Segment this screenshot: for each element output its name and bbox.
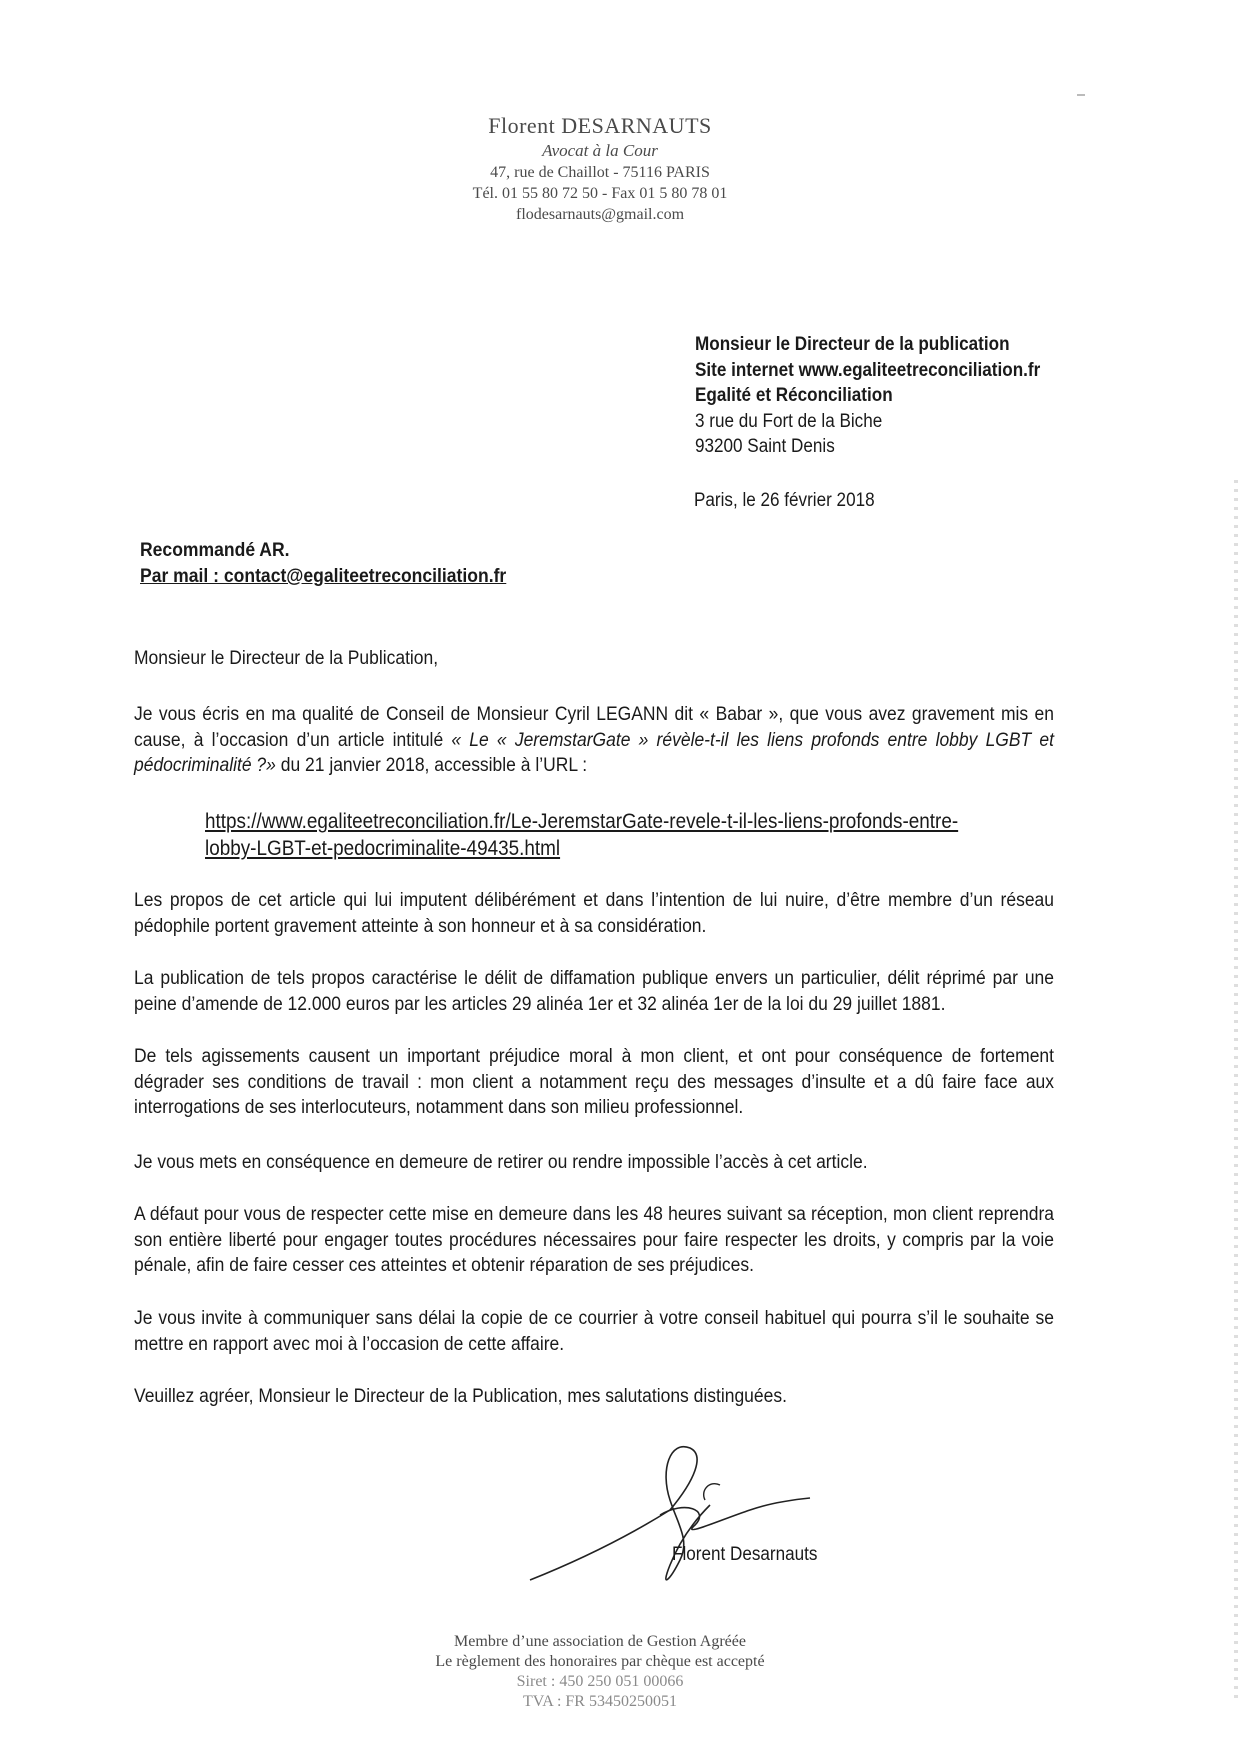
recipient-block (695, 332, 1163, 460)
recipient-line-2: Site internet www.egaliteetreconciliation.fr (695, 359, 1041, 381)
sender-address: 47, rue de Chaillot - 75116 PARIS (490, 164, 710, 181)
letter-date: Paris, le 26 février 2018 (694, 490, 875, 511)
paragraph-2: Les propos de cet article qui lui imputent délibérément et dans l’intention de lui nuire, d’être membre d’un réseau pédophile portent gravement atteinte à son honneur et à sa considération. (134, 890, 1054, 937)
footer-payment: Le règlement des honoraires par chèque est accepté (435, 1653, 765, 1670)
article-title: « Le « JeremstarGate » révèle-t-il les liens profonds entre lobby LGBT et pédocriminalité ?» (134, 729, 1055, 776)
paragraph-3: La publication de tels propos caractérise le délit de diffamation publique envers un particulier, délit réprimé par une peine d’amende de 12.000 euros par les articles 29 alinéa 1er et 32 alinéa 1er de la loi du 29 juillet 1881. (134, 968, 1054, 1015)
signer-name: Florent Desarnauts (672, 1544, 818, 1565)
letterhead (400, 112, 800, 225)
handwritten-signature (520, 1440, 820, 1590)
footer-siret: Siret : 450 250 051 00066 (516, 1673, 684, 1690)
paragraph-1-end: du 21 janvier 2018, accessible à l’URL : (275, 755, 588, 776)
paragraph-6: A défaut pour vous de respecter cette mise en demeure dans les 48 heures suivant sa réception, mon client reprendra son entière liberté pour engager toutes procédures nécessaires pour faire respecter les droits, y compris par la voie pénale, afin de faire cesser ces atteintes et obtenir réparation de ses préjudices. (134, 1204, 1054, 1276)
recipient-city: 93200 Saint Denis (695, 436, 835, 457)
sending-mode (140, 537, 506, 589)
footer-association: Membre d’une association de Gestion Agréée (454, 1633, 746, 1650)
scan-edge-noise (1234, 480, 1238, 1700)
sender-name: Florent DESARNAUTS (488, 113, 712, 138)
recipient-line-3: Egalité et Réconciliation (695, 385, 893, 406)
sender-phone-fax: Tél. 01 55 80 72 50 - Fax 01 5 80 78 01 (472, 185, 728, 202)
article-url[interactable] (205, 808, 1015, 862)
closing-formula: Veuillez agréer, Monsieur le Directeur de la Publication, mes salutations distinguées. (134, 1386, 787, 1407)
paragraph-1-start: Je vous écris en ma qualité de Conseil de Monsieur Cyril LEGANN dit « Babar », que vous avez gravement mis en cause, à l’occasion d’un article intitulé (134, 704, 1054, 751)
paragraph-5: Je vous mets en conséquence en demeure de retirer ou rendre impossible l’accès à cet article. (134, 1152, 868, 1173)
email-sending-label: Par mail : contact@egaliteetreconciliation.fr (140, 565, 507, 587)
recipient-line-1: Monsieur le Directeur de la publication (695, 334, 1010, 355)
sender-email: flodesarnauts@gmail.com (515, 206, 685, 223)
article-url-line-2[interactable]: lobby-LGBT-et-pedocriminalite-49435.html (205, 837, 561, 860)
scan-artifact (1077, 94, 1085, 96)
registered-mail-label: Recommandé AR. (140, 539, 290, 561)
paragraph-7: Je vous invite à communiquer sans délai la copie de ce courrier à votre conseil habituel qui pourra s’il le souhaite se mettre en rapport avec moi à l’occasion de cette affaire. (134, 1308, 1054, 1355)
article-url-line-1[interactable]: https://www.egaliteetreconciliation.fr/Le-JeremstarGate-revele-t-il-les-liens-profonds-entre- (205, 810, 959, 833)
paragraph-4: De tels agissements causent un important préjudice moral à mon client, et ont pour conséquence de fortement dégrader ses conditions de travail : mon client a notamment reçu des messages d’insulte et a dû faire face aux interrogations de ses interlocuteurs, notamment dans son milieu professionnel. (134, 1046, 1054, 1118)
paragraph-1 (134, 702, 1054, 779)
recipient-street: 3 rue du Fort de la Biche (695, 410, 883, 432)
salutation: Monsieur le Directeur de la Publication, (134, 648, 439, 669)
footer-vat: TVA : FR 53450250051 (523, 1693, 677, 1710)
footer (370, 1632, 830, 1712)
sender-title: Avocat à la Cour (542, 141, 658, 160)
